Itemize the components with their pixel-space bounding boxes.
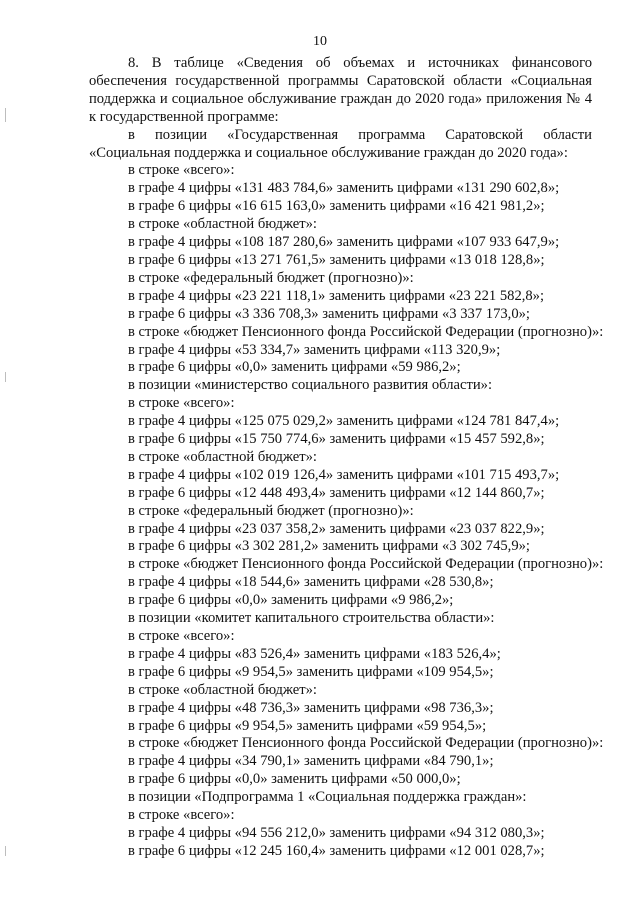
amendment-line: в графе 4 цифры «125 075 029,2» заменить цифрами «124 781 847,4»; bbox=[128, 413, 560, 430]
amendment-line: в графе 4 цифры «23 037 358,2» заменить цифрами «23 037 822,9»; bbox=[128, 520, 545, 537]
amendment-line: в графе 6 цифры «0,0» заменить цифрами «9 986,2»; bbox=[128, 592, 454, 609]
amendment-line: в строке «всего»: bbox=[128, 162, 235, 179]
amendment-line: в графе 6 цифры «3 302 281,2» заменить цифрами «3 302 745,9»; bbox=[128, 538, 530, 555]
amendment-line: в строке «всего»: bbox=[128, 395, 235, 412]
amendment-line: в графе 4 цифры «108 187 280,6» заменить цифрами «107 933 647,9»; bbox=[128, 234, 560, 251]
amendment-line: в строке «бюджет Пенсионного фонда Российской Федерации (прогнозно)»: bbox=[128, 556, 604, 573]
amendment-lines bbox=[89, 162, 604, 860]
amendment-line: в графе 4 цифры «94 556 212,0» заменить цифрами «94 312 080,3»; bbox=[128, 824, 545, 841]
amendment-line: в позиции «комитет капитального строительства области»: bbox=[128, 610, 495, 627]
scan-margin-mark bbox=[5, 846, 6, 856]
amendment-line: в графе 6 цифры «0,0» заменить цифрами «59 986,2»; bbox=[128, 359, 461, 376]
amendment-line: в строке «областной бюджет»: bbox=[128, 216, 317, 233]
amendment-line: в строке «всего»: bbox=[128, 628, 235, 644]
amendment-line: в графе 6 цифры «3 336 708,3» заменить цифрами «3 337 173,0»; bbox=[128, 305, 530, 322]
amendment-line: в графе 4 цифры «34 790,1» заменить цифрами «84 790,1»; bbox=[128, 753, 494, 770]
amendment-line: в графе 6 цифры «0,0» заменить цифрами «50 000,0»; bbox=[128, 771, 461, 788]
amendment-line: в позиции «Подпрограмма 1 «Социальная поддержка граждан»: bbox=[128, 789, 527, 806]
amendment-line: в графе 4 цифры «53 334,7» заменить цифрами «113 320,9»; bbox=[128, 341, 501, 358]
amendment-line: в графе 6 цифры «13 271 761,5» заменить цифрами «13 018 128,8»; bbox=[128, 251, 545, 268]
amendment-line: в строке «всего»: bbox=[128, 807, 235, 824]
amendment-line: в строке «областной бюджет»: bbox=[128, 448, 317, 465]
amendment-line: в графе 4 цифры «102 019 126,4» заменить цифрами «101 715 493,7»; bbox=[128, 466, 560, 483]
amendment-line: в графе 6 цифры «9 954,5» заменить цифрами «109 954,5»; bbox=[128, 663, 494, 680]
amendment-line: в графе 4 цифры «48 736,3» заменить цифрами «98 736,3»; bbox=[128, 699, 494, 716]
amendment-line: в графе 4 цифры «131 483 784,6» заменить цифрами «131 290 602,8»; bbox=[128, 180, 560, 197]
amendment-line: в строке «областной бюджет»: bbox=[128, 681, 317, 698]
amendment-line: в графе 6 цифры «12 448 493,4» заменить цифрами «12 144 860,7»; bbox=[128, 484, 545, 501]
amendment-line: в графе 4 цифры «83 526,4» заменить цифрами «183 526,4»; bbox=[128, 645, 501, 662]
scan-margin-mark bbox=[5, 108, 6, 122]
document-body bbox=[89, 55, 604, 861]
amendment-line: в графе 4 цифры «23 221 118,1» заменить цифрами «23 221 582,8»; bbox=[128, 287, 545, 304]
amendment-line: в графе 6 цифры «12 245 160,4» заменить цифрами «12 001 028,7»; bbox=[128, 842, 545, 859]
amendment-line: в строке «бюджет Пенсионного фонда Российской Федерации (прогнозно)»: bbox=[128, 735, 604, 752]
intro-paragraph: 8. В таблице «Сведения об объемах и источниках финансового обеспечения государственной программы Саратовской области «Социальная поддержка и социальное обслуживание граждан до 2020 года» приложения № 4 к государственной программе: bbox=[89, 55, 592, 125]
position-paragraph: в позиции «Государственная программа Саратовской области «Социальная поддержка и социальное обслуживание граждан до 2020 года»: bbox=[89, 126, 592, 161]
amendment-line: в графе 6 цифры «16 615 163,0» заменить цифрами «16 421 981,2»; bbox=[128, 198, 545, 215]
amendment-line: в графе 6 цифры «9 954,5» заменить цифрами «59 954,5»; bbox=[128, 717, 487, 734]
page-number: 10 bbox=[313, 34, 327, 49]
amendment-line: в графе 4 цифры «18 544,6» заменить цифрами «28 530,8»; bbox=[128, 574, 494, 591]
amendment-line: в строке «федеральный бюджет (прогнозно)»: bbox=[128, 502, 414, 519]
scan-margin-mark bbox=[5, 372, 6, 382]
amendment-line: в графе 6 цифры «15 750 774,6» заменить цифрами «15 457 592,8»; bbox=[128, 431, 545, 448]
amendment-line: в строке «федеральный бюджет (прогнозно)»: bbox=[128, 269, 414, 286]
amendment-line: в позиции «министерство социального развития области»: bbox=[128, 377, 493, 394]
amendment-line: в строке «бюджет Пенсионного фонда Российской Федерации (прогнозно)»: bbox=[128, 323, 604, 340]
